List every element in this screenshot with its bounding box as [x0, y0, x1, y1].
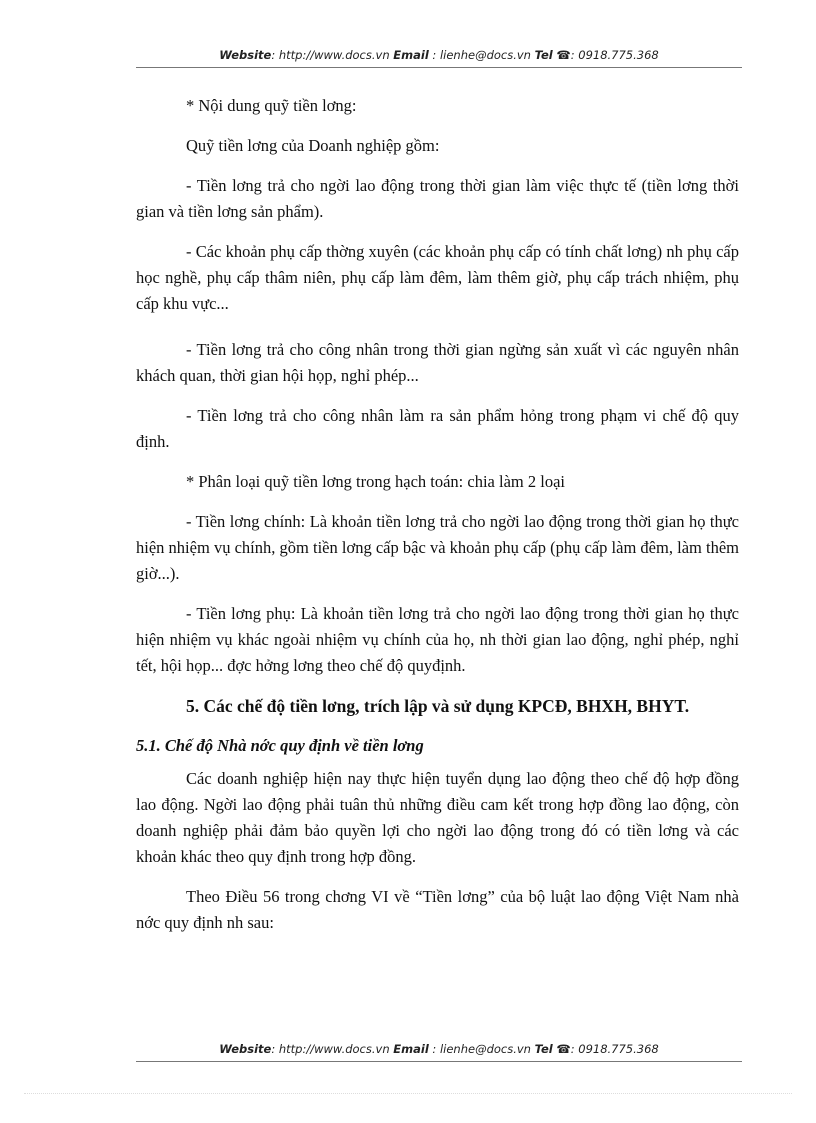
header-tel-number: : 0918.775.368: [570, 48, 659, 62]
paragraph-main-wage: - Tiền lơng chính: Là khoản tiền lơng trả cho ngời lao động trong thời gian họ thực hiện nhiệm vụ chính, gồm tiền lơng cấp bậc và khoản phụ cấp (phụ cấp làm đêm, làm thêm giờ...).: [136, 512, 739, 583]
header-rule: [136, 67, 742, 68]
header-tel-label: Tel: [534, 48, 553, 62]
phone-icon: ☎: [556, 48, 571, 62]
paragraph-fund-includes: Quỹ tiền lơng của Doanh nghiệp gồm:: [186, 136, 440, 155]
header-email-address: : lienhe@docs.vn: [428, 48, 531, 62]
footer-website-label: Website: [219, 1042, 272, 1056]
footer-rule: [136, 1061, 742, 1062]
subsection-heading-5-1: 5.1. Chế độ Nhà nớc quy định về tiền lơng: [136, 736, 424, 755]
footer-email-label: Email: [393, 1042, 429, 1056]
paragraph-supplementary-wage: - Tiền lơng phụ: Là khoản tiền lơng trả cho ngời lao động trong thời gian họ thực hiện nhiệm vụ khác ngoài nhiệm vụ chính của họ, nh thời gian lao động, nghỉ phép, nghỉ tết, hội họp... đợc hởng lơng theo chế độ quyđịnh.: [136, 604, 739, 675]
paragraph-allowances: - Các khoản phụ cấp thờng xuyên (các khoản phụ cấp có tính chất lơng) nh phụ cấp học nghề, phụ cấp thâm niên, phụ cấp làm đêm, làm thêm giờ, phụ cấp trách nhiệm, phụ cấp khu vực...: [136, 242, 739, 313]
header-website-label: Website: [219, 48, 272, 62]
header-website-url: : http://www.docs.vn: [271, 48, 390, 62]
document-body: [136, 93, 739, 936]
paragraph-labor-contract: Các doanh nghiệp hiện nay thực hiện tuyển dụng lao động theo chế độ hợp đồng lao động. Ngời lao động phải tuân thủ những điều cam kết trong hợp đồng lao động, còn doanh nghiệp phải đảm bảo quyền lợi cho ngời lao động trong đó có tiền lơng và các khoản khác theo quy định trong hợp đồng.: [136, 769, 739, 866]
header-email-label: Email: [393, 48, 429, 62]
section-heading-5: 5. Các chế độ tiền lơng, trích lập và sử dụng KPCĐ, BHXH, BHYT.: [186, 696, 690, 716]
paragraph-actual-work-wage: - Tiền lơng trả cho ngời lao động trong thời gian làm việc thực tế (tiền lơng thời gian và tiền lơng sản phẩm).: [136, 176, 739, 221]
paragraph-defect-wage: - Tiền lơng trả cho công nhân làm ra sản phẩm hỏng trong phạm vi chế độ quy định.: [136, 406, 739, 451]
footer-tel-label: Tel: [534, 1042, 553, 1056]
paragraph-fund-content: * Nội dung quỹ tiền lơng:: [186, 96, 357, 115]
paragraph-downtime-wage: - Tiền lơng trả cho công nhân trong thời gian ngừng sản xuất vì các nguyên nhân khách quan, thời gian hội họp, nghỉ phép...: [136, 340, 739, 385]
footer-email-address: : lienhe@docs.vn: [428, 1042, 531, 1056]
paragraph-article-56: Theo Điều 56 trong chơng VI về “Tiền lơng” của bộ luật lao động Việt Nam nhà nớc quy định nh sau:: [136, 887, 739, 932]
footer-tel-number: : 0918.775.368: [570, 1042, 659, 1056]
page-edge-divider: [24, 1093, 792, 1094]
paragraph-classification: * Phân loại quỹ tiền lơng trong hạch toán: chia làm 2 loại: [186, 472, 565, 491]
page-header: [136, 48, 742, 62]
phone-icon: ☎: [556, 1042, 571, 1056]
page-footer: [136, 1042, 742, 1056]
footer-website-url: : http://www.docs.vn: [271, 1042, 390, 1056]
